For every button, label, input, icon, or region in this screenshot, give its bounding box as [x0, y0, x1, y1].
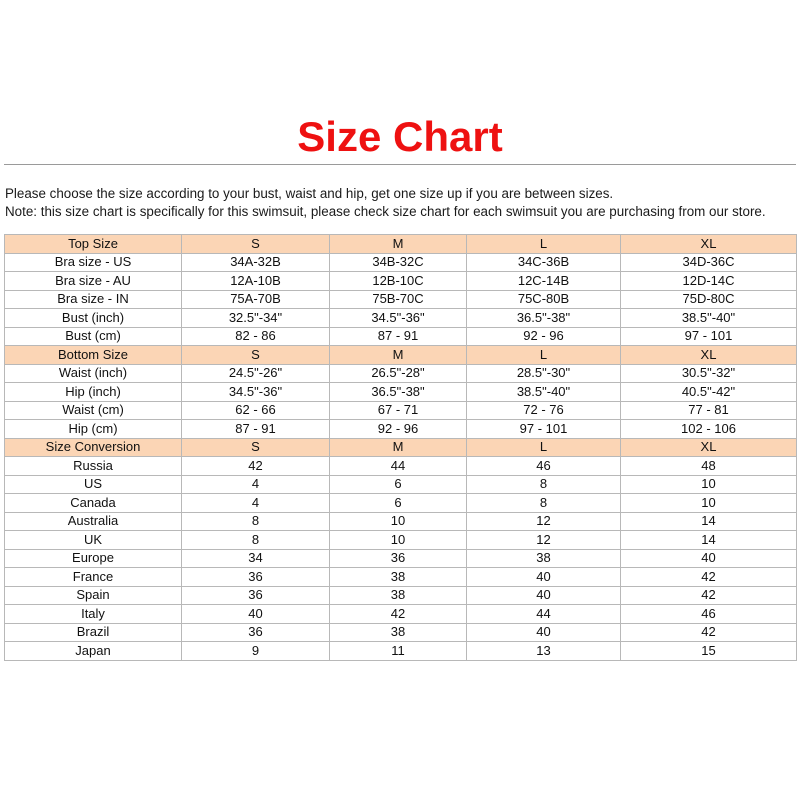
size-column-header: L	[467, 346, 621, 365]
size-value-cell: 34A-32B	[182, 253, 330, 272]
size-value-cell: 97 - 101	[467, 420, 621, 439]
size-value-cell: 44	[330, 457, 467, 476]
size-value-cell: 8	[182, 531, 330, 550]
size-column-header: XL	[621, 438, 797, 457]
intro-line-note: Note: this size chart is specifically for this swimsuit, please check size chart for each swimsuit you are purchasing from our store.	[5, 204, 766, 219]
size-value-cell: 34D-36C	[621, 253, 797, 272]
row-label-cell: Spain	[5, 586, 182, 605]
intro-text	[5, 185, 795, 221]
size-value-cell: 8	[467, 475, 621, 494]
size-value-cell: 36.5"-38"	[467, 309, 621, 328]
section-title-cell: Top Size	[5, 235, 182, 254]
size-value-cell: 4	[182, 494, 330, 513]
size-value-cell: 4	[182, 475, 330, 494]
size-value-cell: 40	[467, 568, 621, 587]
size-column-header: M	[330, 235, 467, 254]
row-label-cell: Bust (cm)	[5, 327, 182, 346]
size-value-cell: 12	[467, 531, 621, 550]
section-title-cell: Bottom Size	[5, 346, 182, 365]
size-value-cell: 10	[621, 475, 797, 494]
size-column-header: S	[182, 346, 330, 365]
size-value-cell: 97 - 101	[621, 327, 797, 346]
size-value-cell: 10	[621, 494, 797, 513]
size-value-cell: 75B-70C	[330, 290, 467, 309]
size-value-cell: 12B-10C	[330, 272, 467, 291]
size-value-cell: 46	[621, 605, 797, 624]
size-value-cell: 10	[330, 512, 467, 531]
table-row	[5, 401, 797, 420]
size-column-header: M	[330, 438, 467, 457]
size-column-header: XL	[621, 235, 797, 254]
size-column-header: L	[467, 235, 621, 254]
row-label-cell: Bra size - IN	[5, 290, 182, 309]
size-value-cell: 87 - 91	[330, 327, 467, 346]
table-row	[5, 457, 797, 476]
section-title-cell: Size Conversion	[5, 438, 182, 457]
size-value-cell: 34.5"-36"	[330, 309, 467, 328]
row-label-cell: Russia	[5, 457, 182, 476]
size-value-cell: 77 - 81	[621, 401, 797, 420]
table-row	[5, 364, 797, 383]
size-value-cell: 82 - 86	[182, 327, 330, 346]
size-value-cell: 72 - 76	[467, 401, 621, 420]
size-value-cell: 38.5"-40"	[467, 383, 621, 402]
page-title: Size Chart	[297, 113, 503, 160]
section-header-size-conversion	[5, 438, 797, 457]
section-header-top-size	[5, 235, 797, 254]
size-value-cell: 12	[467, 512, 621, 531]
size-value-cell: 34	[182, 549, 330, 568]
table-row	[5, 327, 797, 346]
size-value-cell: 13	[467, 642, 621, 661]
size-value-cell: 36.5"-38"	[330, 383, 467, 402]
size-value-cell: 6	[330, 475, 467, 494]
row-label-cell: Japan	[5, 642, 182, 661]
size-value-cell: 40	[467, 623, 621, 642]
table-row	[5, 494, 797, 513]
table-row	[5, 568, 797, 587]
row-label-cell: Bra size - AU	[5, 272, 182, 291]
size-value-cell: 36	[330, 549, 467, 568]
table-row	[5, 475, 797, 494]
size-value-cell: 6	[330, 494, 467, 513]
size-value-cell: 40	[182, 605, 330, 624]
size-value-cell: 38	[330, 586, 467, 605]
size-value-cell: 26.5"-28"	[330, 364, 467, 383]
table-row	[5, 253, 797, 272]
size-value-cell: 8	[182, 512, 330, 531]
size-value-cell: 75C-80B	[467, 290, 621, 309]
table-row	[5, 512, 797, 531]
size-value-cell: 40	[621, 549, 797, 568]
title-divider	[4, 164, 796, 165]
size-value-cell: 9	[182, 642, 330, 661]
size-value-cell: 87 - 91	[182, 420, 330, 439]
size-value-cell: 42	[621, 586, 797, 605]
size-value-cell: 10	[330, 531, 467, 550]
size-value-cell: 34.5"-36"	[182, 383, 330, 402]
size-value-cell: 36	[182, 586, 330, 605]
table-row	[5, 586, 797, 605]
table-row	[5, 272, 797, 291]
size-value-cell: 12C-14B	[467, 272, 621, 291]
size-value-cell: 30.5"-32"	[621, 364, 797, 383]
size-value-cell: 34B-32C	[330, 253, 467, 272]
size-value-cell: 24.5"-26"	[182, 364, 330, 383]
row-label-cell: Bust (inch)	[5, 309, 182, 328]
size-value-cell: 42	[182, 457, 330, 476]
size-value-cell: 92 - 96	[330, 420, 467, 439]
size-value-cell: 11	[330, 642, 467, 661]
size-value-cell: 62 - 66	[182, 401, 330, 420]
row-label-cell: US	[5, 475, 182, 494]
size-value-cell: 42	[621, 623, 797, 642]
size-chart-body	[5, 235, 797, 661]
size-value-cell: 14	[621, 512, 797, 531]
section-header-bottom-size	[5, 346, 797, 365]
size-value-cell: 12D-14C	[621, 272, 797, 291]
size-value-cell: 14	[621, 531, 797, 550]
row-label-cell: Italy	[5, 605, 182, 624]
row-label-cell: Bra size - US	[5, 253, 182, 272]
row-label-cell: France	[5, 568, 182, 587]
size-column-header: M	[330, 346, 467, 365]
size-value-cell: 40.5"-42"	[621, 383, 797, 402]
size-value-cell: 75D-80C	[621, 290, 797, 309]
row-label-cell: Brazil	[5, 623, 182, 642]
table-row	[5, 309, 797, 328]
row-label-cell: Waist (cm)	[5, 401, 182, 420]
table-row	[5, 605, 797, 624]
size-value-cell: 38	[330, 568, 467, 587]
size-value-cell: 36	[182, 568, 330, 587]
row-label-cell: Australia	[5, 512, 182, 531]
size-value-cell: 28.5"-30"	[467, 364, 621, 383]
table-row	[5, 549, 797, 568]
size-column-header: S	[182, 438, 330, 457]
size-value-cell: 8	[467, 494, 621, 513]
row-label-cell: Hip (cm)	[5, 420, 182, 439]
size-value-cell: 102 - 106	[621, 420, 797, 439]
intro-line-sizing-advice: Please choose the size according to your bust, waist and hip, get one size up if you are between sizes.	[5, 186, 614, 201]
table-row	[5, 290, 797, 309]
size-value-cell: 42	[621, 568, 797, 587]
size-value-cell: 67 - 71	[330, 401, 467, 420]
row-label-cell: Canada	[5, 494, 182, 513]
size-chart-table	[4, 234, 797, 661]
size-value-cell: 38	[467, 549, 621, 568]
row-label-cell: Europe	[5, 549, 182, 568]
row-label-cell: UK	[5, 531, 182, 550]
row-label-cell: Hip (inch)	[5, 383, 182, 402]
size-column-header: L	[467, 438, 621, 457]
size-value-cell: 38	[330, 623, 467, 642]
size-column-header: XL	[621, 346, 797, 365]
table-row	[5, 623, 797, 642]
table-row	[5, 383, 797, 402]
row-label-cell: Waist (inch)	[5, 364, 182, 383]
size-value-cell: 48	[621, 457, 797, 476]
table-row	[5, 642, 797, 661]
size-value-cell: 46	[467, 457, 621, 476]
size-value-cell: 42	[330, 605, 467, 624]
size-value-cell: 12A-10B	[182, 272, 330, 291]
size-value-cell: 34C-36B	[467, 253, 621, 272]
table-row	[5, 531, 797, 550]
size-value-cell: 38.5"-40"	[621, 309, 797, 328]
size-value-cell: 15	[621, 642, 797, 661]
size-value-cell: 92 - 96	[467, 327, 621, 346]
size-value-cell: 32.5"-34"	[182, 309, 330, 328]
table-row	[5, 420, 797, 439]
size-value-cell: 44	[467, 605, 621, 624]
size-value-cell: 75A-70B	[182, 290, 330, 309]
size-value-cell: 36	[182, 623, 330, 642]
size-value-cell: 40	[467, 586, 621, 605]
size-column-header: S	[182, 235, 330, 254]
